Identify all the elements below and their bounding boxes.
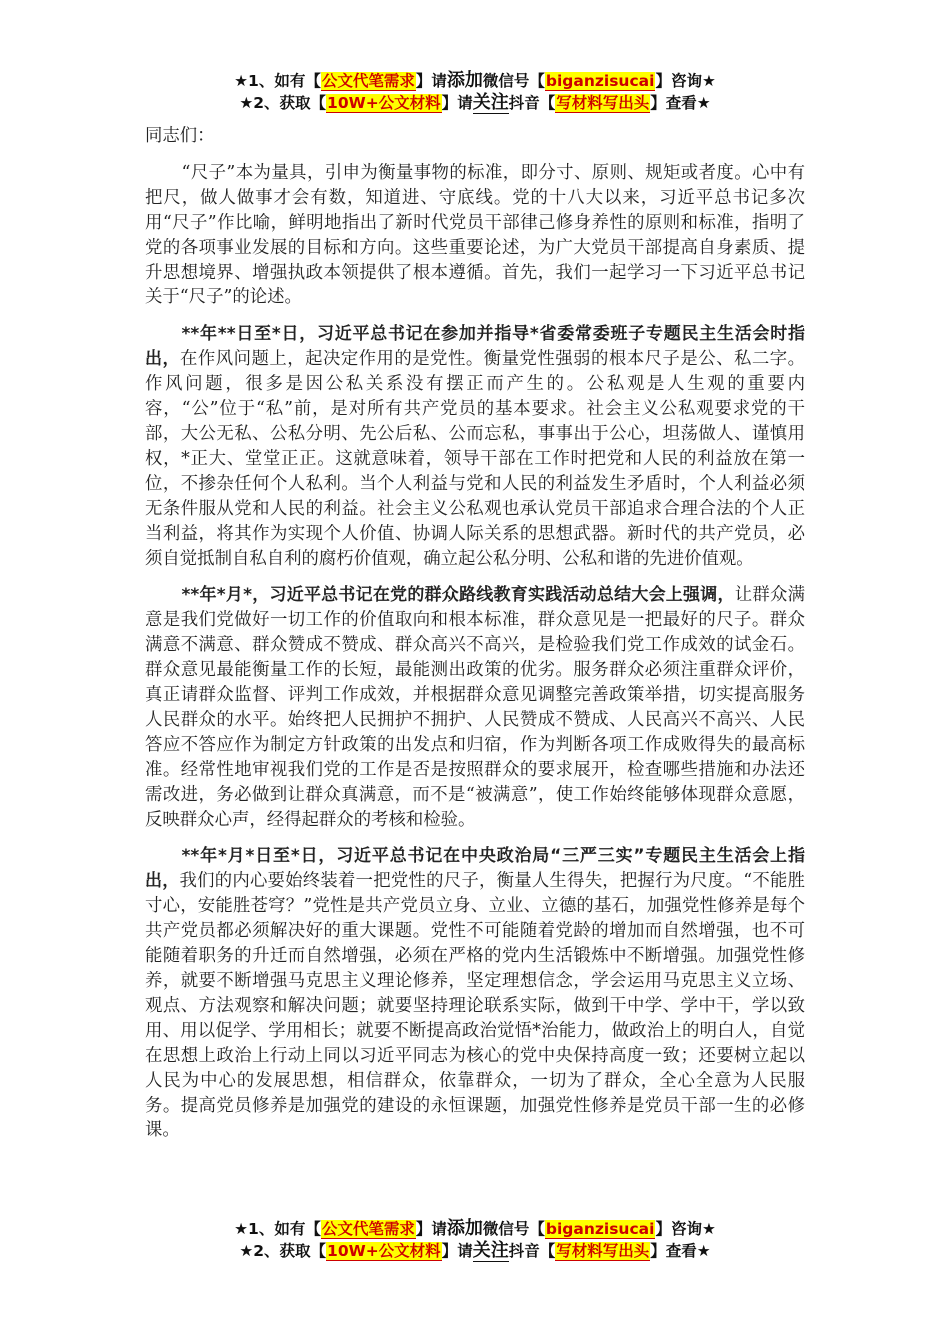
banner-text: 】请 — [415, 72, 447, 90]
banner-text: ★1、如有【 — [234, 1220, 321, 1238]
paragraph-intro — [145, 161, 805, 310]
highlight-wechat-id: biganzisucai — [545, 72, 655, 90]
paragraph-2 — [145, 583, 805, 832]
banner-text: 】请 — [441, 94, 473, 112]
banner-emphasis: 添加 — [446, 70, 483, 91]
top-banner — [145, 70, 805, 114]
banner-line-1 — [145, 70, 805, 92]
banner-text: 微信号【 — [482, 72, 545, 90]
banner-text: 】查看★ — [650, 1242, 711, 1260]
banner-text: 】请 — [415, 1220, 447, 1238]
banner-line-1 — [145, 1218, 805, 1240]
paragraph-text: 让群众满意是我们党做好一切工作的价值取向和根本标准，群众意见是一把最好的尺子。群众满意不满意、群众赞成不赞成、群众高兴不高兴，是检验我们党工作成效的试金石。群众意见最能衡量工作的长短，最能测出政策的优劣。服务群众必须注重群众评价，真正请群众监督、评判工作成效，并根据群众意见调整完善政策举措，切实提高服务人民群众的水平。始终把人民拥护不拥护、人民赞成不赞成、人民高兴不高兴、人民答应不答应作为制定方针政策的出发点和归宿，作为判断各项工作成败得失的最高标准。经常性地审视我们党的工作是否是按照群众的要求展开，检查哪些措施和办法还需改进，务必做到让群众真满意，而不是“被满意”，使工作始终能够体现群众意愿，反映群众心声，经得起群众的考核和检验。 — [145, 585, 805, 830]
banner-text: ★1、如有【 — [234, 72, 321, 90]
highlight-materials: 10W+公文材料 — [327, 94, 441, 112]
paragraph-3 — [145, 844, 805, 1143]
highlight-douyin-account: 写材料写出头 — [556, 1242, 650, 1260]
banner-text: 微信号【 — [482, 1220, 545, 1238]
banner-emphasis: 添加 — [446, 1218, 483, 1239]
banner-emphasis: 关注 — [472, 92, 509, 113]
paragraph-lead: **年*月*，习近平总书记在党的群众路线教育实践活动总结大会上强调， — [181, 585, 735, 606]
paragraph-1 — [145, 322, 805, 571]
document-body — [145, 124, 805, 1155]
highlight-service: 公文代笔需求 — [321, 1220, 415, 1238]
highlight-materials: 10W+公文材料 — [327, 1242, 441, 1260]
banner-line-2 — [145, 1240, 805, 1262]
banner-text: ★2、获取【 — [239, 1242, 327, 1260]
paragraph-text: 在作风问题上，起决定作用的是党性。衡量党性强弱的根本尺子是公、私二字。作风问题，很多是因公私关系没有摆正而产生的。公私观是人生观的重要内容，“公”位于“私”前，是对所有共产党员的基本要求。社会主义公私观要求党的干部，大公无私、公私分明、先公后私、公而忘私，事事出于公心，坦荡做人、谨慎用权，*正大、堂堂正正。这就意味着，领导干部在工作时把党和人民的利益放在第一位，不掺杂任何个人私利。当个人利益与党和人民的利益发生矛盾时，个人利益必须无条件服从党和人民的利益。社会主义公私观也承认党员干部追求合理合法的个人正当利益，将其作为实现个人价值、协调人际关系的思想武器。新时代的共产党员，必须自觉抵制自私自利的腐朽价值观，确立起公私分明、公私和谐的先进价值观。 — [145, 349, 805, 569]
paragraph-text: “尺子”本为量具，引申为衡量事物的标准，即分寸、原则、规矩或者度。心中有把尺，做人做事才会有数，知道进、守底线。党的十八大以来，习近平总书记多次用“尺子”作比喻，鲜明地指出了新时代党员干部律己修身养性的原则和标准，指明了党的各项事业发展的目标和方向。这些重要论述，为广大党员干部提高自身素质、提升思想境界、增强执政本领提供了根本遵循。首先，我们一起学习一下习近平总书记关于“尺子”的论述。 — [145, 162, 805, 308]
banner-text: 抖音【 — [508, 1242, 556, 1260]
highlight-wechat-id: biganzisucai — [545, 1220, 655, 1238]
banner-text: 抖音【 — [508, 94, 556, 112]
bottom-banner — [145, 1218, 805, 1262]
paragraph-lead: **年*月*日至*日，习近平总书记在中央政治局“三严三实”专题民主生活会上指出， — [145, 846, 805, 892]
paragraph-text: 我们的内心要始终装着一把党性的尺子，衡量人生得失，把握行为尺度。“不能胜寸心，安能胜苍穹？”党性是共产党员立身、立业、立德的基石，加强党性修养是每个共产党员都必须解决好的重大课题。党性不可能随着党龄的增加而自然增强，也不可能随着职务的升迁而自然增强，必须在严格的党内生活锻炼中不断增强。加强党性修养，就要不断增强马克思主义理论修养，坚定理想信念，学会运用马克思主义立场、观点、方法观察和解决问题；就要坚持理论联系实际，做到干中学、学中干，学以致用、用以促学、学用相长；就要不断提高政治觉悟*治能力，做政治上的明白人，自觉在思想上政治上行动上同以习近平同志为核心的党中央保持高度一致；还要树立起以人民为中心的发展思想，相信群众，依靠群众，一切为了群众，全心全意为人民服务。提高党员修养是加强党的建设的永恒课题，加强党性修养是党员干部一生的必修课。 — [145, 871, 806, 1141]
banner-text: 】请 — [441, 1242, 473, 1260]
banner-text: 】查看★ — [650, 94, 711, 112]
highlight-douyin-account: 写材料写出头 — [556, 94, 650, 112]
banner-text: 】咨询★ — [655, 1220, 716, 1238]
banner-text: 】咨询★ — [655, 72, 716, 90]
banner-emphasis: 关注 — [472, 1240, 509, 1261]
paragraph-lead: **年**日至*日，习近平总书记在参加并指导*省委常委班子专题民主生活会时指出， — [145, 324, 805, 370]
greeting: 同志们： — [145, 126, 215, 146]
banner-line-2 — [145, 92, 805, 114]
highlight-service: 公文代笔需求 — [321, 72, 415, 90]
banner-text: ★2、获取【 — [239, 94, 327, 112]
